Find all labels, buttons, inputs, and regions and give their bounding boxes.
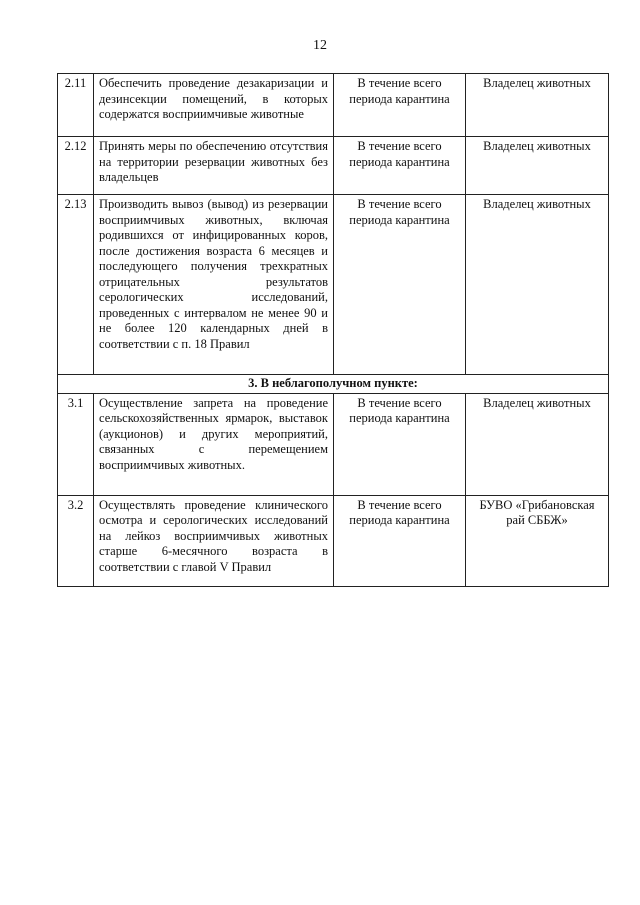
row-action: Обеспечить проведение дезакаризации и дезинсекции помещений, в которых содержатся восприимчивые животные	[94, 74, 334, 137]
row-action: Осуществление запрета на проведение сельскохозяйственных ярмарок, выставок (аукционов) и других мероприятий, связанных с перемещением восприимчивых животных.	[94, 393, 334, 495]
row-number: 2.12	[58, 137, 94, 195]
section-title: 3. В неблагополучном пункте:	[58, 375, 609, 394]
table-row	[58, 137, 609, 195]
row-responsible: Владелец животных	[466, 137, 609, 195]
row-action: Осуществлять проведение клинического осмотра и серологических исследований на лейкоз восприимчивых животных старше 6-месячного возраста в соответствии с главой V Правил	[94, 495, 334, 586]
row-responsible: Владелец животных	[466, 393, 609, 495]
row-term: В течение всего периода карантина	[334, 195, 466, 375]
row-term: В течение всего периода карантина	[334, 495, 466, 586]
table-row	[58, 74, 609, 137]
section-header-row	[58, 375, 609, 394]
row-term: В течение всего периода карантина	[334, 74, 466, 137]
row-action: Производить вывоз (вывод) из резервации восприимчивых животных, включая родившихся от инфицированных коров, после достижения возраста 6 месяцев и последующего получения трехкратных отрицательных результатов серологических исследований, проведенных с интервалом не менее 90 и не более 120 календарных дней в соответствии с п. 18 Правил	[94, 195, 334, 375]
row-number: 2.13	[58, 195, 94, 375]
row-number: 3.1	[58, 393, 94, 495]
row-responsible: БУВО «Грибановская рай СББЖ»	[466, 495, 609, 586]
row-number: 3.2	[58, 495, 94, 586]
table-row	[58, 495, 609, 586]
row-term: В течение всего периода карантина	[334, 393, 466, 495]
row-action: Принять меры по обеспечению отсутствия на территории резервации животных без владельцев	[94, 137, 334, 195]
table-row	[58, 393, 609, 495]
measures-table	[57, 73, 609, 587]
page-number: 12	[313, 38, 327, 53]
table-row	[58, 195, 609, 375]
row-term: В течение всего периода карантина	[334, 137, 466, 195]
row-responsible: Владелец животных	[466, 74, 609, 137]
row-number: 2.11	[58, 74, 94, 137]
row-responsible: Владелец животных	[466, 195, 609, 375]
